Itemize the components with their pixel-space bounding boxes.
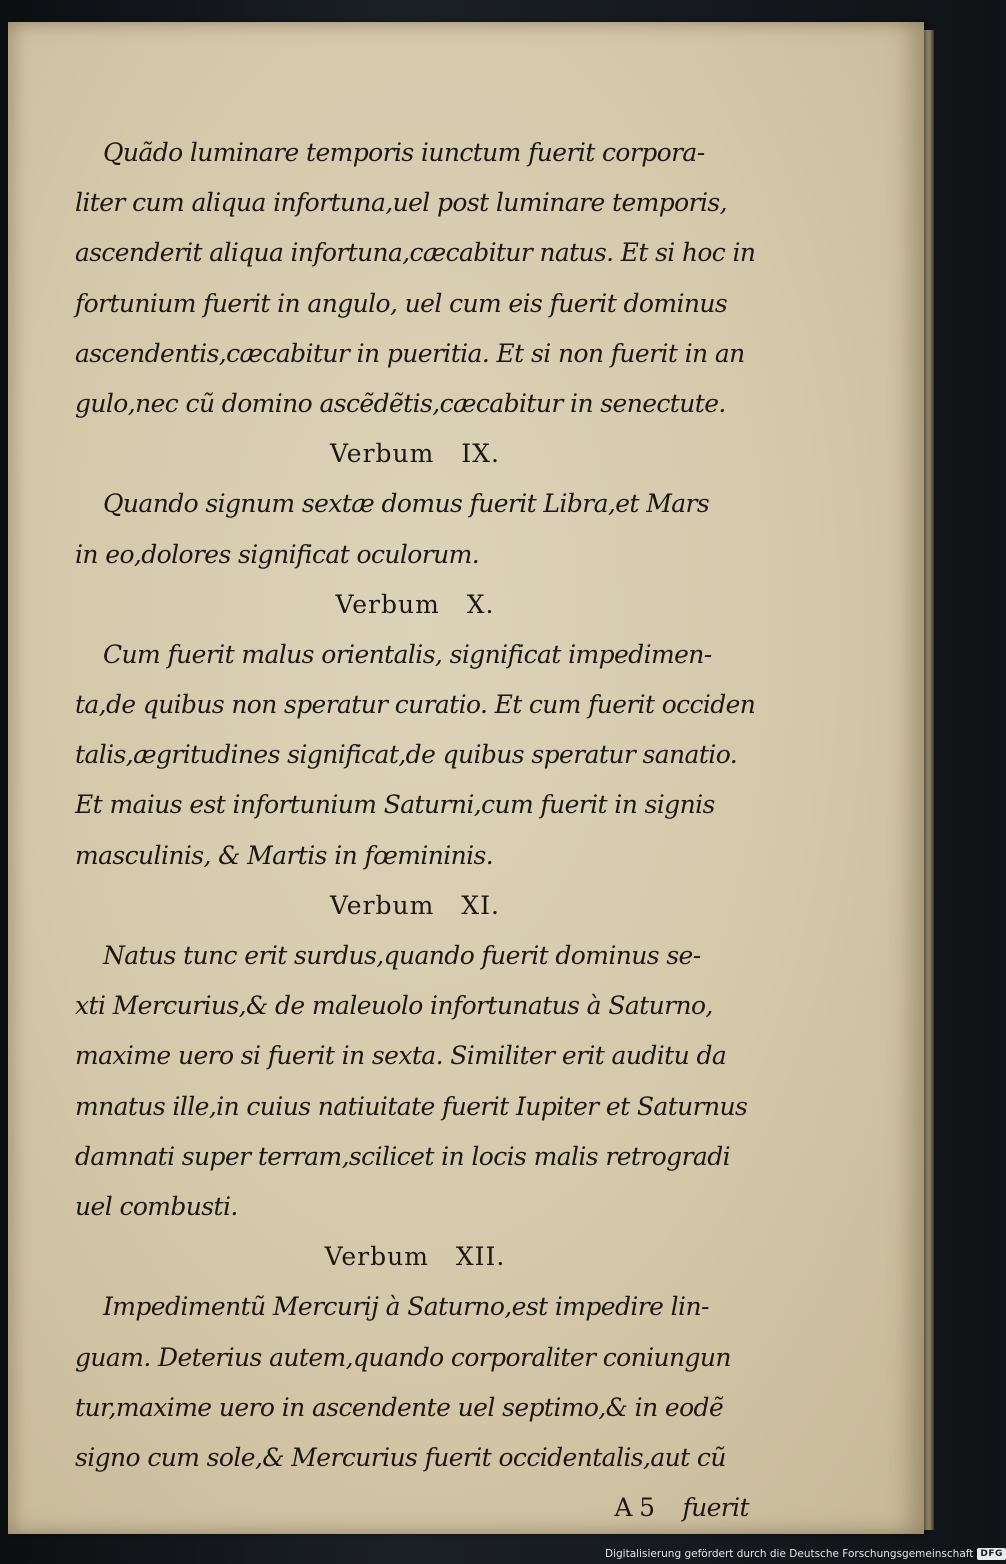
text-line: fortunium fuerit in angulo, uel cum eis fuerit dominus (75, 288, 728, 318)
text-line: maxime uero si fuerit in sexta. Similiter erit auditu da (75, 1041, 727, 1071)
section (75, 1232, 755, 1483)
text-line: ta,de quibus non speratur curatio. Et cum fuerit occiden (75, 690, 756, 720)
text-line: mnatus ille,in cuius natiuitate fuerit Iupiter et Saturnus (75, 1091, 748, 1121)
text-line: damnati super terram,scilicet in locis malis retrogradi (75, 1141, 731, 1171)
page-text (75, 128, 755, 1533)
text-line: ascendentis,cæcabitur in pueritia. Et si non fuerit in an (75, 338, 745, 368)
dfg-logo: DFG (977, 1548, 1006, 1560)
text-line: xti Mercurius,& de maleuolo infortunatus à Saturno, (75, 991, 713, 1021)
catchword: fuerit (682, 1493, 749, 1523)
footer-text: Digitalisierung gefördert durch die Deutsche Forschungsgemeinschaft (605, 1548, 974, 1560)
section-heading: Verbum XII. (324, 1242, 506, 1272)
text-line: ascenderit aliqua infortuna,cæcabitur natus. Et si hoc in (75, 238, 756, 268)
text-line: in eo,dolores significat oculorum. (75, 539, 480, 569)
section-heading: Verbum XI. (330, 890, 500, 920)
intro-paragraph (75, 128, 755, 429)
text-line: guam. Deterius autem,quando corporaliter coniungun (75, 1342, 731, 1372)
text-line: tur,maxime uero in ascendente uel septimo,& in eodẽ (75, 1392, 724, 1422)
catchword-line (75, 1483, 755, 1533)
section (75, 429, 755, 580)
text-line: Et maius est infortunium Saturni,cum fuerit in signis (75, 790, 715, 820)
text-line: Cum fuerit malus orientalis, significat impedimen- (103, 639, 712, 669)
text-line: Quãdo luminare temporis iunctum fuerit corpora- (103, 138, 705, 167)
section (75, 881, 755, 1232)
text-line: gulo,nec cũ domino ascẽdẽtis,cæcabitur in senectute. (75, 388, 726, 418)
text-line: talis,ægritudines significat,de quibus speratur sanatio. (75, 740, 738, 770)
section-heading: Verbum X. (335, 589, 495, 619)
text-line: masculinis, & Martis in fœmininis. (75, 840, 494, 870)
text-line: Impedimentũ Mercurij à Saturno,est impedire lin- (103, 1292, 709, 1322)
section (75, 580, 755, 881)
text-line: Natus tunc erit surdus,quando fuerit dominus se- (103, 941, 701, 970)
text-line: signo cum sole,& Mercurius fuerit occidentalis,aut cũ (75, 1442, 726, 1472)
text-line: Quando signum sextæ domus fuerit Libra,et Mars (103, 489, 710, 519)
sections (75, 429, 755, 1483)
section-heading: Verbum IX. (330, 439, 500, 469)
page-edge (924, 30, 934, 1530)
signature-mark: A 5 (614, 1493, 655, 1523)
text-line: uel combusti. (75, 1191, 238, 1221)
footer-credit (605, 1546, 1006, 1562)
text-line: liter cum aliqua infortuna,uel post luminare temporis, (75, 188, 727, 218)
